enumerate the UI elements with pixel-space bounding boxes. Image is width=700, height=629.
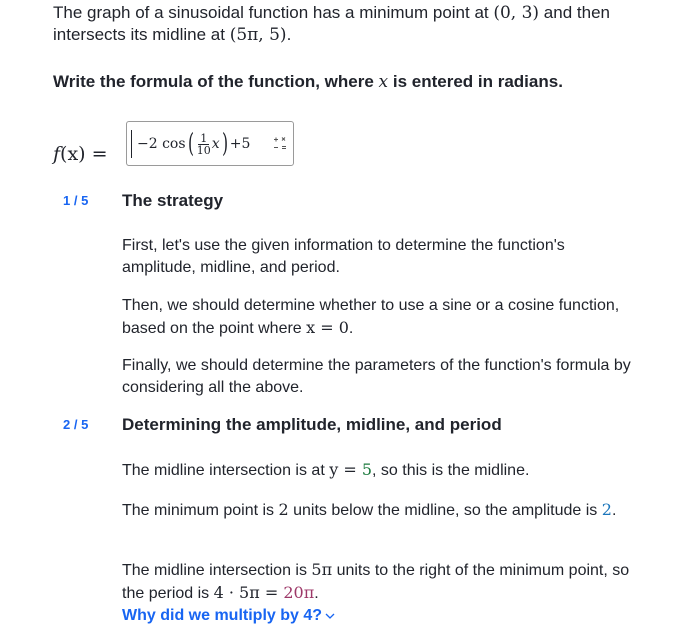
para-text: units below the midline, so the amplitude is xyxy=(288,502,602,519)
fraction-numerator: 1 xyxy=(200,131,208,145)
step-paragraph xyxy=(122,559,642,627)
problem-text: The graph of a sinusoidal function has a minimum point at xyxy=(53,3,494,22)
problem-text: . xyxy=(286,25,292,44)
para-text: . xyxy=(348,320,354,337)
problem-statement xyxy=(53,2,653,46)
answer-coef: −2 cos xyxy=(137,136,186,152)
answer-tail: +5 xyxy=(229,136,251,152)
instruction-var: x xyxy=(378,72,389,92)
step-paragraph: First, let's use the given information to determine the function's amplitude, midline, and period. xyxy=(122,237,565,276)
step-paragraph xyxy=(122,295,642,340)
fraction-denominator: 10 xyxy=(196,143,211,157)
para-math: y = xyxy=(329,460,362,479)
right-paren: ) xyxy=(221,129,228,159)
para-math: 5π xyxy=(311,560,333,579)
answer-expression xyxy=(137,128,250,160)
problem-text: and then xyxy=(539,3,610,22)
min-point: (0, 3) xyxy=(493,3,540,23)
step-paragraph: Finally, we should determine the parameters of the function's formula by considering all the above. xyxy=(122,357,631,396)
midline-point: (5π, 5) xyxy=(229,25,287,45)
step-paragraph xyxy=(122,499,642,522)
step-paragraph xyxy=(122,459,642,482)
answer-fraction xyxy=(197,133,211,156)
text-caret xyxy=(131,130,132,158)
step-number: 1 / 5 xyxy=(63,193,89,208)
para-text: The midline intersection is xyxy=(122,562,312,579)
para-text: . xyxy=(611,502,617,519)
left-paren: ( xyxy=(187,129,194,159)
why-multiply-link[interactable] xyxy=(122,607,335,624)
amplitude-value: 2 xyxy=(601,500,612,519)
para-text: , so this is the midline. xyxy=(372,462,530,479)
answer-var: x xyxy=(211,136,220,152)
instruction xyxy=(53,72,563,92)
chevron-down-icon xyxy=(325,611,335,621)
para-text: Then, we should determine whether to use a sine or a cosine function, based on the point where xyxy=(122,297,620,337)
para-math: x = 0 xyxy=(306,318,349,337)
step-number: 2 / 5 xyxy=(63,417,89,432)
para-text: units to the right of the minimum point, so the period is xyxy=(122,562,630,602)
math-keypad-icon[interactable] xyxy=(273,136,287,152)
para-text: . xyxy=(314,585,319,602)
function-arg: (x) = xyxy=(60,143,108,165)
para-math: 2 xyxy=(278,500,289,519)
para-math: 4 · 5π = xyxy=(213,583,284,602)
answer-label xyxy=(53,143,108,166)
link-text: Why did we multiply by 4? xyxy=(122,607,323,624)
para-text: The minimum point is xyxy=(122,502,279,519)
period-value: 20π xyxy=(283,583,315,602)
function-name: f xyxy=(53,143,61,165)
midline-value: 5 xyxy=(361,460,373,479)
problem-text: intersects its midline at xyxy=(53,25,230,44)
instruction-text: is entered in radians. xyxy=(388,72,563,91)
instruction-text: Write the formula of the function, where xyxy=(53,72,379,91)
para-text: The midline intersection is at xyxy=(122,462,330,479)
step-title: Determining the amplitude, midline, and period xyxy=(122,415,502,434)
answer-input[interactable] xyxy=(126,121,294,166)
step-title: The strategy xyxy=(122,191,224,210)
